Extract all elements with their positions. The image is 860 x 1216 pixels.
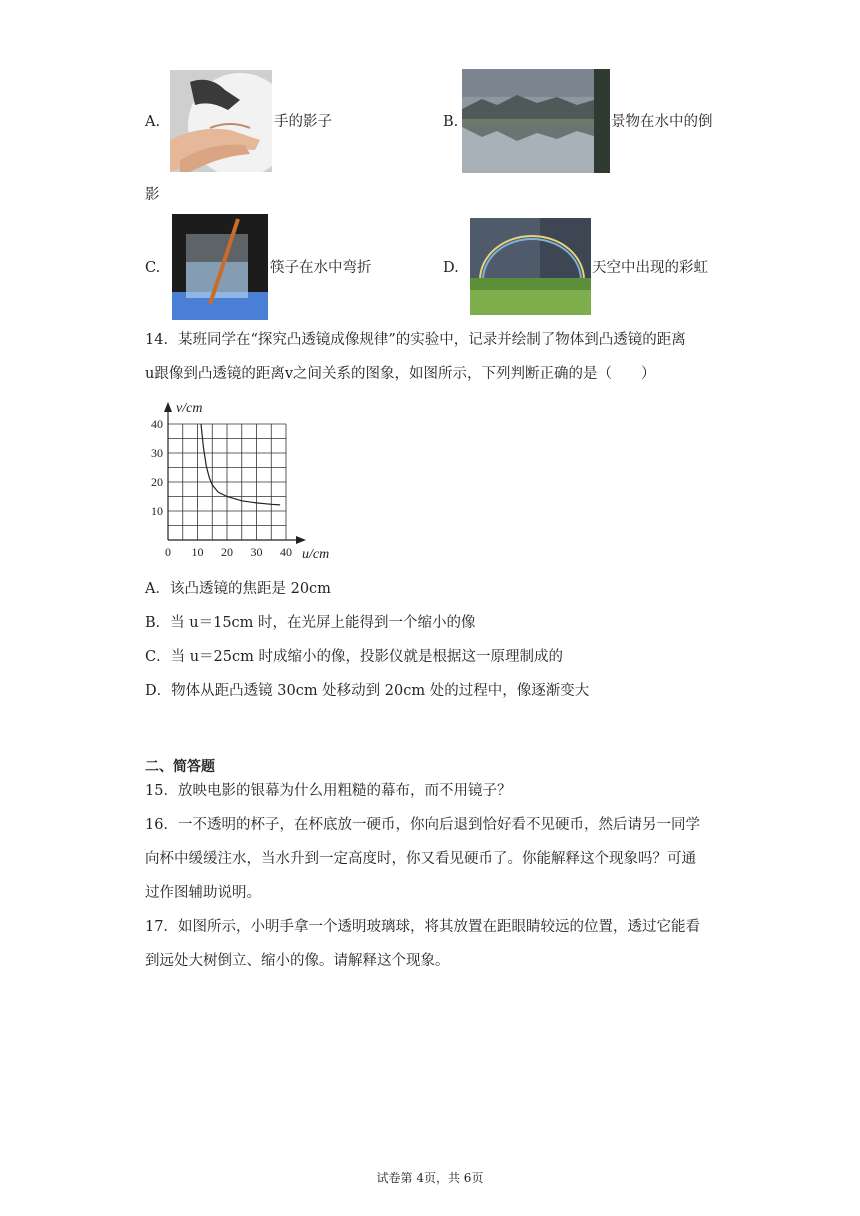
y-tick-label: 20 bbox=[151, 475, 163, 489]
q17-line1: 17．如图所示，小明手拿一个透明玻璃球，将其放置在距眼睛较远的位置，透过它能看 bbox=[145, 919, 700, 935]
x-tick-label: 20 bbox=[221, 545, 233, 559]
q14-option-a: A．该凸透镜的焦距是 20cm bbox=[145, 581, 331, 597]
option-d-letter: D. bbox=[443, 260, 459, 276]
uv-graph bbox=[140, 395, 340, 570]
x-tick-label: 0 bbox=[165, 545, 171, 559]
y-tick-label: 40 bbox=[151, 417, 163, 431]
q14-option-b: B．当 u＝15cm 时，在光屏上能得到一个缩小的像 bbox=[145, 615, 476, 631]
x-axis-label: u/cm bbox=[302, 547, 330, 562]
option-b-text: 景物在水中的倒 bbox=[611, 114, 713, 130]
option-a-letter: A. bbox=[145, 114, 161, 130]
section-title: 二、简答题 bbox=[145, 759, 215, 775]
y-axis-label: v/cm bbox=[176, 401, 203, 416]
q15-text: 15．放映电影的银幕为什么用粗糙的幕布，而不用镜子？ bbox=[145, 783, 512, 799]
option-c-letter: C. bbox=[145, 260, 161, 276]
x-axis-arrow bbox=[296, 536, 306, 544]
hand-shadow-image bbox=[170, 70, 272, 172]
y-tick-label: 30 bbox=[151, 446, 163, 460]
rainbow-image bbox=[470, 218, 591, 315]
q14-stem-line2: u跟像到凸透镜的距离v之间关系的图象，如图所示，下列判断正确的是（ ） bbox=[145, 366, 656, 382]
option-b-text-wrap: 影 bbox=[145, 187, 160, 203]
q16-line1: 16．一不透明的杯子，在杯底放一硬币，你向后退到恰好看不见硬币，然后请另一同学 bbox=[145, 817, 700, 833]
option-a-text: 手的影子 bbox=[274, 114, 332, 130]
q14-option-d: D．物体从距凸透镜 30cm 处移动到 20cm 处的过程中，像逐渐变大 bbox=[145, 683, 590, 699]
x-tick-label: 40 bbox=[280, 545, 292, 559]
q16-line2: 向杯中缓缓注水，当水升到一定高度时，你又看见硬币了。你能解释这个现象吗？可通 bbox=[145, 851, 696, 867]
page-footer: 试卷第 4页，共 6页 bbox=[376, 1171, 484, 1185]
option-d-text: 天空中出现的彩虹 bbox=[592, 260, 708, 276]
x-tick-label: 30 bbox=[250, 545, 263, 559]
x-tick-label: 10 bbox=[191, 545, 204, 559]
uv-curve bbox=[201, 424, 280, 505]
q17-line2: 到远处大树倒立、缩小的像。请解释这个现象。 bbox=[145, 953, 450, 969]
chopstick-in-water-image bbox=[172, 214, 268, 320]
water-reflection-image bbox=[462, 69, 610, 173]
q14-option-c: C．当 u＝25cm 时成缩小的像，投影仪就是根据这一原理制成的 bbox=[145, 649, 563, 665]
option-b-letter: B. bbox=[443, 114, 459, 130]
q16-line3: 过作图辅助说明。 bbox=[145, 885, 261, 901]
option-c-text: 筷子在水中弯折 bbox=[270, 260, 372, 276]
y-axis-arrow bbox=[164, 402, 172, 412]
y-tick-label: 10 bbox=[151, 504, 163, 518]
q14-stem-line1: 14．某班同学在“探究凸透镜成像规律”的实验中，记录并绘制了物体到凸透镜的距离 bbox=[145, 332, 686, 348]
